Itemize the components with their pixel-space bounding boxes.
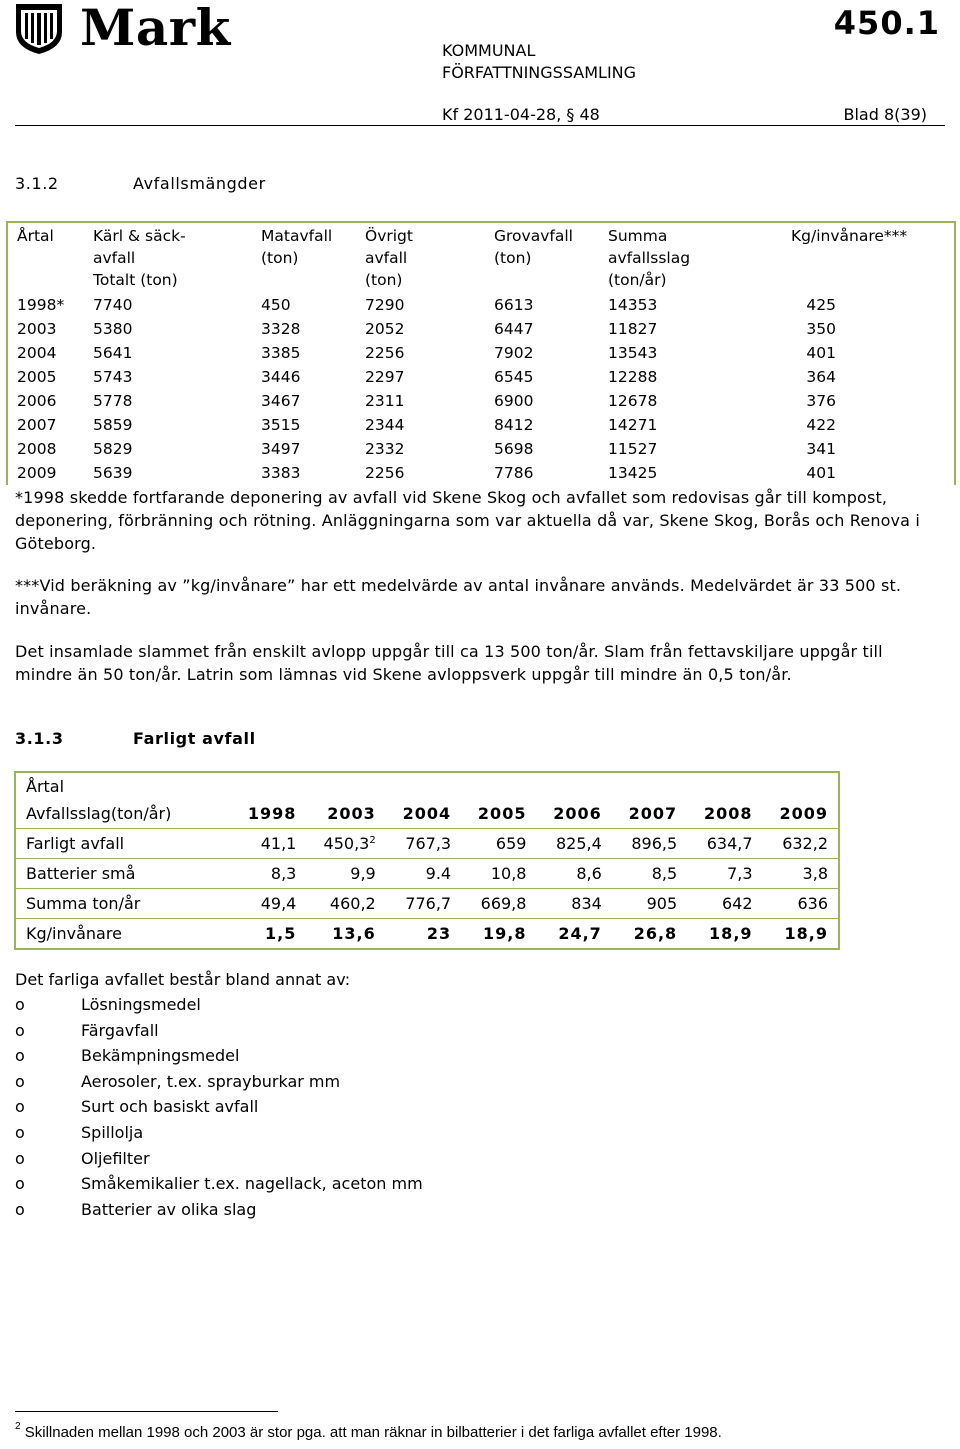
bullet-icon: o — [15, 1097, 25, 1117]
table-cell: 3467 — [261, 392, 301, 410]
hazardous-waste-table — [14, 771, 840, 950]
note-1998: *1998 skedde fortfarande deponering av avfall vid Skene Skog och avfallet som redovisas går till kompost, deponering, förbränning och rötning. Anläggningarna som var aktuella då var, Skene Skog, Borås och Renova i Göteborg. — [15, 488, 920, 553]
cell-value: 13,6 — [332, 924, 376, 943]
list-item-label: Bekämpningsmedel — [81, 1046, 240, 1066]
list-item — [15, 1043, 423, 1069]
table-cell: 3497 — [261, 440, 301, 458]
table-cell — [461, 829, 536, 859]
column-header — [485, 222, 599, 293]
year-header: 2004 — [402, 804, 452, 823]
table-cell: 2332 — [365, 440, 405, 458]
cell-value: 8,3 — [270, 864, 297, 883]
table-cell: 376 — [806, 392, 836, 410]
list-item-label: Spillolja — [81, 1122, 144, 1142]
table-cell — [306, 889, 385, 919]
table-cell — [536, 889, 611, 919]
column-header-line: avfall — [365, 249, 408, 267]
table-cell: 5639 — [93, 464, 133, 482]
table-cell: 7902 — [494, 344, 534, 362]
year-header: 2008 — [704, 804, 753, 823]
table-cell: 5859 — [93, 416, 133, 434]
cell-value: 642 — [721, 894, 753, 913]
footnote-divider — [15, 1411, 278, 1412]
cell-value: 632,2 — [782, 834, 828, 853]
cell-value: 834 — [571, 894, 602, 913]
table-cell: 2005 — [17, 368, 57, 386]
table-cell — [231, 829, 306, 859]
table-row — [7, 365, 955, 389]
column-header — [356, 222, 485, 293]
table-cell — [612, 829, 687, 859]
bullet-icon: o — [15, 1020, 25, 1040]
coat-of-arms-logo — [14, 2, 64, 56]
document-series — [442, 40, 636, 84]
cell-value: 636 — [797, 894, 828, 913]
table-cell — [763, 829, 839, 859]
table-cell: 12288 — [608, 368, 658, 386]
waste-amounts-table — [6, 221, 956, 485]
table-cell: 2256 — [365, 344, 405, 362]
list-item-label: Surt och basiskt avfall — [81, 1097, 259, 1117]
table-cell — [763, 919, 839, 950]
cell-value: 450,3 — [323, 834, 370, 853]
table-top-row — [15, 772, 839, 799]
list-item — [15, 1146, 423, 1172]
list-item-label: Småkemikalier t.ex. nagellack, aceton mm — [81, 1174, 423, 1194]
table-cell — [763, 859, 839, 889]
column-header-line: avfall — [93, 249, 136, 267]
series-line-2: FÖRFATTNINGSSAMLING — [442, 63, 637, 82]
table-cell: 3446 — [261, 368, 301, 386]
table-cell — [612, 919, 687, 950]
table-cell — [612, 859, 687, 889]
table-cell: 3515 — [261, 416, 301, 434]
table-cell: 14353 — [608, 296, 658, 314]
list-item-label: Aerosoler, t.ex. sprayburkar mm — [81, 1071, 341, 1091]
table-cell: 6613 — [494, 296, 534, 314]
table-cell — [687, 919, 762, 950]
section-title-2: Farligt avfall — [133, 729, 256, 748]
empty-cell — [536, 772, 611, 799]
table-cell — [612, 889, 687, 919]
cell-value: 8,6 — [576, 864, 602, 883]
empty-cell — [612, 772, 687, 799]
cell-value: 460,2 — [329, 894, 376, 913]
list-item — [15, 1171, 423, 1197]
cell-value: 825,4 — [556, 834, 602, 853]
row-label: Farligt avfall — [15, 829, 231, 859]
column-header-line: Kg/invånare*** — [791, 227, 908, 245]
document-number: 450.1 — [833, 4, 940, 42]
table-cell: 3385 — [261, 344, 301, 362]
list-item — [15, 992, 423, 1018]
table-cell — [386, 889, 461, 919]
row-label: Årtal — [26, 776, 65, 796]
list-item — [15, 1197, 423, 1223]
cell-value: 23 — [426, 924, 452, 943]
table-cell: 13425 — [608, 464, 658, 482]
table-cell: 450 — [261, 296, 291, 314]
hazardous-waste-list — [15, 992, 423, 1222]
table-cell — [536, 919, 611, 950]
footnote-mark: 2 — [369, 835, 376, 846]
list-item-label: Lösningsmedel — [81, 995, 201, 1014]
section-number-2: 3.1.3 — [15, 729, 64, 748]
list-intro: Det farliga avfallet består bland annat av: — [15, 970, 351, 989]
year-header: 2003 — [327, 804, 376, 823]
table-row — [15, 829, 839, 859]
column-header-line: Grovavfall — [494, 227, 573, 245]
column-header-line: (ton) — [261, 249, 299, 267]
table-cell — [231, 859, 306, 889]
footnote-mark: 2 — [15, 1421, 21, 1432]
column-header — [599, 222, 782, 293]
table-row — [7, 413, 955, 437]
column-header-line: (ton) — [365, 271, 403, 289]
empty-cell — [687, 772, 762, 799]
table-cell: 2008 — [17, 440, 57, 458]
table-cell — [536, 829, 611, 859]
cell-value: 8,5 — [651, 864, 678, 883]
cell-value: 659 — [495, 834, 527, 853]
table-cell: 3383 — [261, 464, 301, 482]
table-cell — [386, 919, 461, 950]
table-cell: 364 — [806, 368, 836, 386]
cell-value: 19,8 — [482, 924, 527, 943]
list-item — [15, 1094, 423, 1120]
table-row — [7, 389, 955, 413]
row-label: Summa ton/år — [15, 889, 231, 919]
bullet-icon: o — [15, 1174, 25, 1194]
table-cell — [306, 919, 385, 950]
table-cell: 12678 — [608, 392, 658, 410]
list-item — [15, 1120, 423, 1146]
table-row — [7, 341, 955, 365]
table-cell — [687, 829, 762, 859]
column-header-line: Matavfall — [261, 227, 333, 245]
row-label: Kg/invånare — [15, 919, 231, 950]
list-item-label: Batterier av olika slag — [81, 1199, 257, 1219]
table-cell: 6545 — [494, 368, 534, 386]
table-cell: 2256 — [365, 464, 405, 482]
table-cell: 8412 — [494, 416, 534, 434]
column-header-line: Totalt (ton) — [93, 271, 178, 289]
column-header-line: Årtal — [17, 227, 54, 245]
list-item — [15, 1018, 423, 1044]
table-cell — [306, 859, 385, 889]
table-row — [7, 317, 955, 341]
bullet-icon: o — [15, 1199, 25, 1219]
row-label: Avfallsslag(ton/år) — [26, 804, 172, 823]
table-row — [7, 437, 955, 461]
year-header-row — [15, 799, 839, 829]
table-cell: 2297 — [365, 368, 405, 386]
empty-cell — [386, 772, 461, 799]
table-cell — [461, 889, 536, 919]
municipality-name: Mark — [80, 0, 231, 57]
cell-value: 7,3 — [727, 864, 753, 883]
empty-cell — [763, 772, 839, 799]
column-header — [782, 222, 955, 293]
table-cell: 5743 — [93, 368, 133, 386]
bullet-icon: o — [15, 995, 25, 1014]
table-cell: 2009 — [17, 464, 57, 482]
table-cell: 2007 — [17, 416, 57, 434]
table-cell: 7290 — [365, 296, 405, 314]
empty-cell — [231, 772, 306, 799]
column-header-line: Summa — [608, 227, 668, 245]
year-header: 2009 — [779, 804, 828, 823]
table-cell: 11527 — [608, 440, 658, 458]
list-item — [15, 1069, 423, 1095]
cell-value: 24,7 — [558, 924, 602, 943]
table-cell: 341 — [806, 440, 836, 458]
table-cell: 2006 — [17, 392, 57, 410]
cell-value: 26,8 — [633, 924, 678, 943]
year-header: 2007 — [628, 804, 678, 823]
cell-value: 18,9 — [709, 924, 753, 943]
cell-value: 669,8 — [480, 894, 527, 913]
header-divider — [15, 125, 945, 126]
table-cell — [306, 829, 385, 859]
table-cell: 6447 — [494, 320, 534, 338]
year-header: 2005 — [477, 804, 527, 823]
cell-value: 1,5 — [265, 924, 297, 943]
table-cell — [386, 859, 461, 889]
cell-value: 776,7 — [405, 894, 452, 913]
table-cell: 5698 — [494, 440, 534, 458]
table-row — [7, 293, 955, 317]
table-cell: 5778 — [93, 392, 133, 410]
table-row — [15, 889, 839, 919]
table-cell — [231, 919, 306, 950]
table-cell: 5641 — [93, 344, 133, 362]
table-cell — [231, 889, 306, 919]
empty-cell — [306, 772, 385, 799]
row-label: Batterier små — [15, 859, 231, 889]
footnote-text: Skillnaden mellan 1998 och 2003 är stor pga. att man räknar in bilbatterier i det farliga avfallet efter 1998. — [24, 1424, 722, 1441]
table-cell: 2052 — [365, 320, 405, 338]
table-cell: 2004 — [17, 344, 57, 362]
table-cell: 14271 — [608, 416, 658, 434]
section-number: 3.1.2 — [15, 174, 59, 193]
note-sludge: Det insamlade slammet från enskilt avlopp uppgår till ca 13 500 ton/år. Slam från fettavskiljare uppgår till mindre än 50 ton/år. Latrin som lämnas vid Skene avloppsverk uppgår till mindre än 0,5 ton/år. — [15, 642, 883, 684]
table-cell: 401 — [806, 344, 836, 362]
note-per-capita: ***Vid beräkning av ”kg/invånare” har ett medelvärde av antal invånare används. Medelvärdet är 33 500 st. invånare. — [15, 576, 902, 618]
table-cell: 2003 — [17, 320, 57, 338]
table-cell: 6900 — [494, 392, 534, 410]
table-cell: 1998* — [17, 296, 65, 314]
table-cell: 5829 — [93, 440, 133, 458]
column-header-line: avfallsslag — [608, 249, 691, 267]
cell-value: 18,9 — [784, 924, 828, 943]
cell-value: 41,1 — [260, 834, 297, 853]
cell-value: 634,7 — [706, 834, 753, 853]
year-header: 2006 — [553, 804, 602, 823]
list-item-label: Oljefilter — [81, 1148, 150, 1168]
table-cell: 401 — [806, 464, 836, 482]
column-header — [84, 222, 252, 293]
column-header-line: Övrigt — [365, 227, 413, 245]
footnote — [15, 1421, 722, 1441]
column-header — [252, 222, 356, 293]
table-cell — [763, 889, 839, 919]
table-cell: 7786 — [494, 464, 534, 482]
cell-value: 905 — [646, 894, 678, 913]
table-header-row — [7, 222, 955, 293]
table-cell: 11827 — [608, 320, 658, 338]
column-header-line: (ton/år) — [608, 271, 667, 289]
cell-value: 767,3 — [405, 834, 452, 853]
table-cell — [536, 859, 611, 889]
column-header-line: (ton) — [494, 249, 532, 267]
table-cell: 2311 — [365, 392, 405, 410]
column-header — [7, 222, 84, 293]
table-cell: 350 — [806, 320, 836, 338]
table-row — [7, 461, 955, 485]
cell-value: 9.4 — [425, 864, 452, 883]
table-cell — [687, 889, 762, 919]
table-cell: 422 — [806, 416, 836, 434]
bullet-icon: o — [15, 1122, 25, 1142]
table-cell: 13543 — [608, 344, 658, 362]
bullet-icon: o — [15, 1071, 25, 1091]
table-cell: 7740 — [93, 296, 133, 314]
page-number: Blad 8(39) — [843, 105, 927, 124]
table-cell — [386, 829, 461, 859]
column-header-line: Kärl & säck- — [93, 227, 186, 245]
table-cell — [461, 859, 536, 889]
cell-value: 10,8 — [490, 864, 527, 883]
year-header: 1998 — [247, 804, 297, 823]
table-row — [15, 919, 839, 950]
cell-value: 49,4 — [260, 894, 297, 913]
decision-reference: Kf 2011-04-28, § 48 — [442, 105, 600, 124]
list-item-label: Färgavfall — [81, 1020, 159, 1040]
section-title: Avfallsmängder — [133, 174, 266, 193]
cell-value: 9,9 — [350, 864, 376, 883]
bullet-icon: o — [15, 1046, 25, 1066]
cell-value: 896,5 — [631, 834, 678, 853]
table-cell: 5380 — [93, 320, 133, 338]
empty-cell — [461, 772, 536, 799]
table-cell: 425 — [806, 296, 836, 314]
table-row — [15, 859, 839, 889]
cell-value: 3,8 — [802, 864, 828, 883]
bullet-icon: o — [15, 1148, 25, 1168]
table-cell — [461, 919, 536, 950]
table-cell: 3328 — [261, 320, 301, 338]
table-cell: 2344 — [365, 416, 405, 434]
table-cell — [687, 859, 762, 889]
series-line-1: KOMMUNAL — [442, 41, 536, 60]
